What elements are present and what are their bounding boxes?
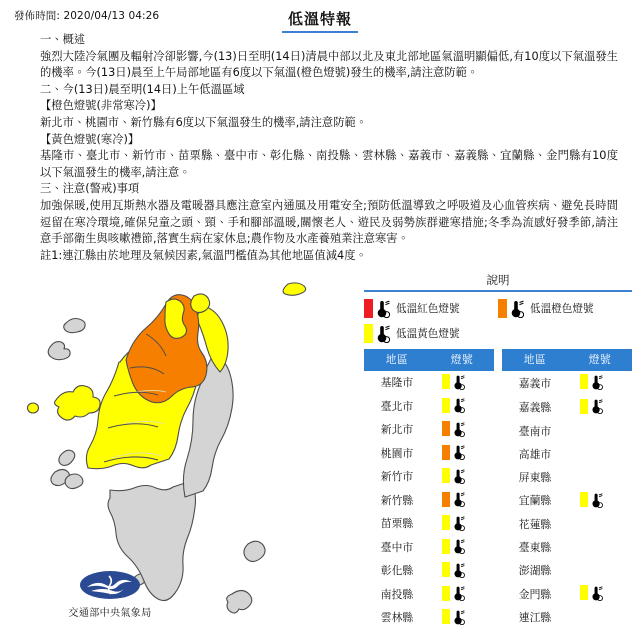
legend-and-table-panel [364,272,632,630]
region-name: 桃園市 [380,446,414,460]
signal-indicator [442,374,466,390]
legend-label-red: 低溫紅色燈號 [396,303,460,315]
region-name: 彰化縣 [380,564,414,578]
region-signal [568,513,632,536]
region-name: 屏東縣 [518,470,552,484]
thermometer-icon [451,515,466,531]
legend-item-yellow [364,324,498,343]
color-swatch-yellow [442,562,450,577]
thermometer-icon [589,492,604,508]
table-body-left [364,371,494,630]
signal-indicator [580,398,604,414]
thermometer-icon [451,397,466,413]
region-signal [430,395,494,419]
region-signal [430,583,494,607]
section-1-heading: 一、概述 [40,33,86,46]
color-swatch-yellow [580,374,588,389]
orange-level-heading: 【橙色燈號(非常寒冷)】 [40,99,162,113]
table-row[interactable] [502,536,632,559]
thermometer-icon [374,299,391,318]
yellow-level-heading: 【黃色燈號(寒冷)】 [40,132,140,146]
legend-label-orange: 低溫橙色燈號 [530,303,594,315]
region-signal [430,536,494,560]
table-row[interactable] [364,489,494,513]
region-signal [430,559,494,583]
signal-indicator [580,374,604,390]
region-signal [568,606,632,629]
color-swatch-yellow [442,398,450,413]
region-signal [430,442,494,466]
region-signal-tables [364,349,632,630]
footnote-1: 註1:連江縣由於地理及氣候因素,氣溫門檻值為其他地區值減4度。 [40,248,367,262]
legend [364,299,632,343]
map-region-green-island [244,541,265,561]
region-signal [568,443,632,466]
legend-item-orange [498,299,632,318]
region-name: 新北市 [380,423,414,437]
signal-indicator [442,585,466,601]
color-swatch-yellow [442,539,450,554]
legend-item-red [364,299,498,318]
region-name: 臺中市 [380,540,414,554]
region-name: 高雄市 [518,447,552,461]
table-row[interactable] [364,583,494,607]
legend-row [364,299,632,318]
legend-row [364,324,632,343]
color-swatch-yellow [442,468,450,483]
table-row[interactable] [502,371,632,395]
region-name: 苗栗縣 [380,517,414,531]
region-signal [430,489,494,513]
color-swatch-yellow [442,515,450,530]
region-name: 連江縣 [518,611,552,625]
table-row[interactable] [364,465,494,489]
table-row[interactable] [364,371,494,395]
table-header-row [364,349,494,371]
color-swatch-yellow [442,586,450,601]
section-2-heading: 二、今(13日)晨至明(14日)上午低溫區域 [40,82,245,96]
region-signal [430,418,494,442]
map-region-keelung-city [191,294,210,313]
thermometer-icon [589,398,604,414]
color-swatch-orange [442,445,450,460]
region-name: 臺北市 [380,399,414,413]
region-signal [430,371,494,395]
legend-label-yellow: 低溫黃色燈號 [396,328,460,340]
advisory-article [40,32,618,264]
color-swatch-yellow [442,609,450,624]
color-swatch-yellow [580,399,588,414]
table-row[interactable] [502,489,632,513]
color-swatch-yellow [364,324,373,343]
thermometer-icon [451,585,466,601]
table-row[interactable] [364,606,494,630]
thermometer-icon [451,562,466,578]
map-region-guishan-islet [283,283,306,295]
thermometer-icon [508,299,525,318]
column-header-region: 地區 [502,349,568,371]
panel-heading: 說明 [364,272,632,292]
column-header-signal: 燈號 [568,349,632,371]
table-row[interactable] [364,442,494,466]
table-row[interactable] [502,513,632,536]
column-header-signal: 燈號 [430,349,494,371]
section-3-body: 加強保暖,使用瓦斯熱水器及電暖器具應注意室內通風及用電安全;預防低溫導致之呼吸道及心血管疾病、避免長時間逗留在寒冷環境,確保兒童之頭、頸、手和腳部溫暖,關懷老人、遊民及弱勢族群避寒措施;冬季為流感好發季節,請注意手部衛生與咳嗽禮節,落實生病在家休息;農作物及水產養殖業注意寒害。 [40,198,618,246]
color-swatch-yellow [580,492,588,507]
table-row[interactable] [502,559,632,582]
region-name: 嘉義市 [518,376,552,390]
region-signal [568,536,632,559]
thermometer-icon [451,374,466,390]
color-swatch-yellow [442,374,450,389]
region-signal [568,395,632,419]
map-region-kinmen-islet [28,403,39,413]
table-row[interactable] [502,395,632,419]
region-signal [430,465,494,489]
map-region-lienchiang-b [48,342,70,360]
color-swatch-orange [498,299,507,318]
region-signal [568,371,632,395]
region-name: 新竹市 [380,470,414,484]
thermometer-icon [451,444,466,460]
signal-indicator [442,562,466,578]
orange-level-body: 新北市、桃園市、新竹縣有6度以下氣溫發生的機率,請注意防範。 [40,115,368,129]
page-title-text: 低溫特報 [282,8,358,33]
region-signal [568,489,632,513]
region-signal [568,559,632,582]
region-name: 金門縣 [518,587,552,601]
table-body-right [502,371,632,630]
thermometer-icon [451,538,466,554]
page-title [0,8,640,33]
publish-time-label: 發佈時間: [14,10,61,22]
table-row[interactable] [364,418,494,442]
yellow-level-body: 基隆市、臺北市、新竹市、苗栗縣、臺中市、彰化縣、南投縣、雲林縣、嘉義市、嘉義縣、宜蘭縣、金門縣有10度以下氣溫發生的機率,請注意。 [40,149,618,179]
section-3-heading: 三、注意(警戒)事項 [40,182,140,196]
table-row[interactable] [502,420,632,443]
thermometer-icon [589,585,604,601]
thermometer-icon [374,324,391,343]
table-row[interactable] [502,466,632,489]
thermometer-icon [589,374,604,390]
column-header-region: 地區 [364,349,430,371]
section-1-body: 強烈大陸冷氣團及輻射冷卻影響,今(13)日至明(14日)清晨中部以北及東北部地區氣溫明顯偏低,有10度以下氣溫發生的機率。今(13日)晨至上午局部地區有6度以下氣溫(橙色燈號)發生的機率,請注意防範。 [40,49,618,80]
region-name: 臺東縣 [518,541,552,555]
thermometer-icon [451,609,466,625]
table-header-row [502,349,632,371]
region-table-right [502,349,632,630]
table-row[interactable] [364,512,494,536]
signal-indicator [442,491,466,507]
signal-indicator [442,397,466,413]
region-name: 宜蘭縣 [518,494,552,508]
region-table-left [364,349,494,630]
table-row[interactable] [502,606,632,629]
cwb-logo-label: 交通部中央氣象局 [68,608,152,619]
region-name: 花蓮縣 [518,518,552,532]
cwb-logo [44,570,176,619]
map-region-penghu-a [59,450,75,465]
color-swatch-orange [442,492,450,507]
signal-indicator [442,515,466,531]
thermometer-icon [451,421,466,437]
region-name: 雲林縣 [380,611,414,625]
region-signal [568,420,632,443]
signal-indicator [442,468,466,484]
table-row[interactable] [364,559,494,583]
thermometer-icon [451,491,466,507]
map-region-penghu-c [65,474,83,489]
map-region-lienchiang-a [64,319,85,333]
color-swatch-orange [442,421,450,436]
cwb-logo-mark [79,570,141,602]
region-name: 嘉義縣 [518,401,552,415]
color-swatch-yellow [580,585,588,600]
map-region-kinmen [55,386,101,420]
region-name: 新竹縣 [380,493,414,507]
thermometer-icon [451,468,466,484]
region-signal [568,582,632,606]
signal-indicator [580,492,604,508]
table-row[interactable] [502,443,632,466]
table-row[interactable] [364,536,494,560]
map-region-orchid-island [227,591,252,614]
table-row[interactable] [364,395,494,419]
signal-indicator [442,421,466,437]
region-signal [430,512,494,536]
publish-time-value: 2020/04/13 04:26 [63,10,160,22]
region-name: 臺南市 [518,424,552,438]
color-swatch-red [364,299,373,318]
region-name: 基隆市 [380,376,414,390]
signal-indicator [580,585,604,601]
region-signal [568,466,632,489]
region-name: 南投縣 [380,587,414,601]
signal-indicator [442,444,466,460]
region-name: 澎湖縣 [518,564,552,578]
signal-indicator [442,609,466,625]
signal-indicator [442,538,466,554]
table-row[interactable] [502,582,632,606]
region-signal [430,606,494,630]
